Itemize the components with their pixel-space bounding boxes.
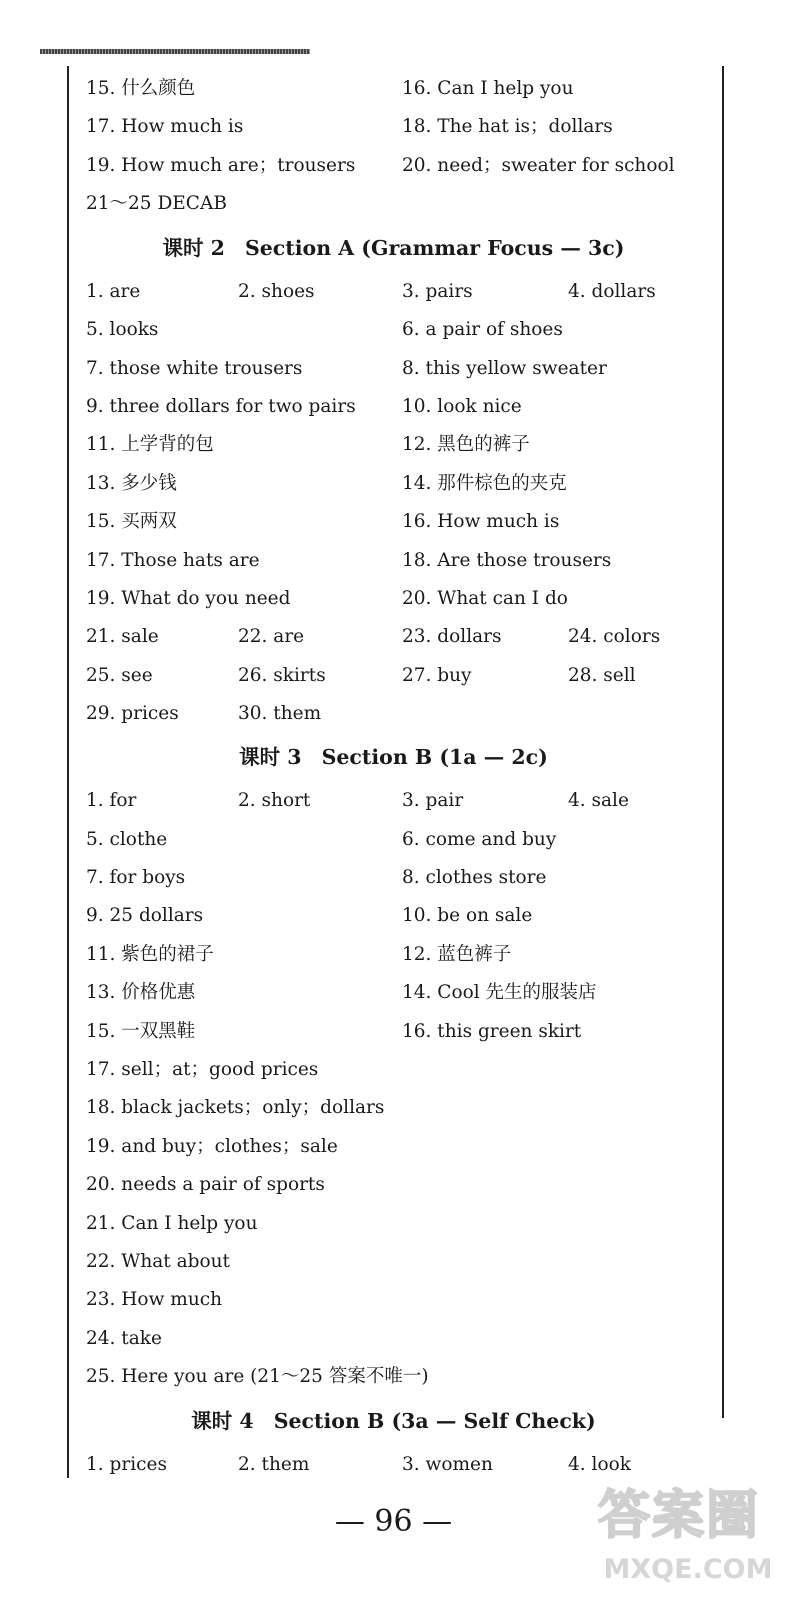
answer-item: 29. prices [86, 703, 179, 724]
answer-row [0, 900, 787, 932]
answer-item: 20. needs a pair of sports [86, 1174, 325, 1195]
section-heading [0, 1404, 787, 1438]
answer-item: 2. them [238, 1454, 310, 1475]
answer-item: 1. for [86, 790, 137, 811]
answer-item: 23. How much [86, 1289, 223, 1310]
answer-item: 19. How much are；trousers [86, 155, 356, 176]
section-heading [0, 740, 787, 774]
answer-item: 19. What do you need [86, 588, 291, 609]
answer-item: 18. black jackets；only；dollars [86, 1097, 385, 1118]
answer-item: 16. How much is [402, 511, 560, 532]
answer-row [0, 862, 787, 894]
answer-item: 17. How much is [86, 116, 244, 137]
answer-item: 8. clothes store [402, 867, 547, 888]
answer-row [0, 353, 787, 385]
answer-item: 2. short [238, 790, 311, 811]
answer-row [0, 545, 787, 577]
answer-item: 23. dollars [402, 626, 502, 647]
answer-item: 4. dollars [568, 281, 656, 302]
answer-item: 22. What about [86, 1251, 230, 1272]
answer-item: 11. 上学背的包 [86, 434, 214, 455]
answer-item: 4. sale [568, 790, 629, 811]
answer-item: 10. be on sale [402, 905, 533, 926]
answer-row [0, 276, 787, 308]
answer-row [0, 785, 787, 817]
answer-item: 1. prices [86, 1454, 167, 1475]
answer-item: 3. pairs [402, 281, 473, 302]
answer-item: 18. Are those trousers [402, 550, 612, 571]
answer-item: 7. those white trousers [86, 358, 303, 379]
answer-item: 10. look nice [402, 396, 522, 417]
lesson-label: 课时 3 [239, 745, 302, 769]
answer-row [0, 111, 787, 143]
answer-item: 22. are [238, 626, 305, 647]
answer-item: 25. Here you are (21～25 答案不唯一) [86, 1366, 429, 1387]
answer-item: 5. looks [86, 319, 159, 340]
answer-row [0, 698, 787, 730]
answer-row [0, 1246, 787, 1278]
answer-item: 21. Can I help you [86, 1213, 258, 1234]
top-decorative-rule [40, 49, 310, 54]
answer-item: 21. sale [86, 626, 159, 647]
answer-item: 30. them [238, 703, 322, 724]
answer-item: 17. Those hats are [86, 550, 260, 571]
answer-item: 14. Cool 先生的服装店 [402, 982, 597, 1003]
answer-item: 1. are [86, 281, 141, 302]
answer-row [0, 73, 787, 105]
lesson-label: 课时 2 [162, 236, 225, 260]
answer-row [0, 1449, 787, 1481]
answer-item: 3. women [402, 1454, 493, 1475]
answer-item: 2. shoes [238, 281, 315, 302]
answer-row [0, 1284, 787, 1316]
answer-row [0, 1208, 787, 1240]
answer-row [0, 391, 787, 423]
lesson-label: 课时 4 [191, 1409, 254, 1433]
answer-row [0, 977, 787, 1009]
answer-item: 7. for boys [86, 867, 186, 888]
answer-row [0, 1092, 787, 1124]
answer-row [0, 150, 787, 182]
answer-item: 21～25 DECAB [86, 193, 227, 214]
section-title: Section A (Grammar Focus — 3c) [244, 236, 625, 260]
answer-item: 25. see [86, 665, 153, 686]
answer-item: 26. skirts [238, 665, 326, 686]
answer-item: 24. take [86, 1328, 162, 1349]
answer-row [0, 824, 787, 856]
answer-item: 24. colors [568, 626, 661, 647]
answer-item: 9. three dollars for two pairs [86, 396, 356, 417]
answer-item: 8. this yellow sweater [402, 358, 607, 379]
answer-item: 15. 一双黑鞋 [86, 1021, 196, 1042]
section-heading [0, 231, 787, 265]
answer-item: 13. 价格优惠 [86, 982, 196, 1003]
answer-row [0, 506, 787, 538]
answer-row [0, 939, 787, 971]
answer-item: 15. 什么颜色 [86, 78, 196, 99]
answer-row [0, 1016, 787, 1048]
watermark-url: MXQE.COM [603, 1554, 773, 1585]
answer-row [0, 314, 787, 346]
answer-item: 11. 紫色的裙子 [86, 944, 214, 965]
answer-row [0, 1054, 787, 1086]
answer-item: 3. pair [402, 790, 464, 811]
answer-item: 5. clothe [86, 829, 168, 850]
section-title: Section B (3a — Self Check) [273, 1409, 596, 1433]
answer-item: 20. need；sweater for school [402, 155, 675, 176]
answer-item: 17. sell；at；good prices [86, 1059, 319, 1080]
answer-row [0, 1361, 787, 1393]
answer-row [0, 188, 787, 220]
watermark [598, 1480, 778, 1595]
answer-item: 6. a pair of shoes [402, 319, 563, 340]
answer-row [0, 1131, 787, 1163]
answer-item: 19. and buy；clothes；sale [86, 1136, 338, 1157]
watermark-logo: 答案圈 [598, 1486, 761, 1546]
answer-row [0, 621, 787, 653]
answer-row [0, 660, 787, 692]
answer-row [0, 1169, 787, 1201]
page-number: — 96 — [334, 1504, 453, 1539]
answer-item: 12. 蓝色裤子 [402, 944, 512, 965]
answer-item: 27. buy [402, 665, 472, 686]
answer-item: 18. The hat is；dollars [402, 116, 613, 137]
answer-item: 14. 那件棕色的夹克 [402, 473, 567, 494]
answer-item: 16. Can I help you [402, 78, 574, 99]
answer-item: 4. look [568, 1454, 631, 1475]
answer-row [0, 468, 787, 500]
answer-row [0, 583, 787, 615]
answer-row [0, 1323, 787, 1355]
section-title: Section B (1a — 2c) [321, 745, 548, 769]
answer-item: 20. What can I do [402, 588, 568, 609]
answer-item: 15. 买两双 [86, 511, 177, 532]
answer-item: 13. 多少钱 [86, 473, 177, 494]
answer-item: 9. 25 dollars [86, 905, 204, 926]
answer-item: 6. come and buy [402, 829, 557, 850]
answer-item: 12. 黑色的裤子 [402, 434, 530, 455]
answer-item: 28. sell [568, 665, 636, 686]
answer-item: 16. this green skirt [402, 1021, 582, 1042]
answer-row [0, 429, 787, 461]
